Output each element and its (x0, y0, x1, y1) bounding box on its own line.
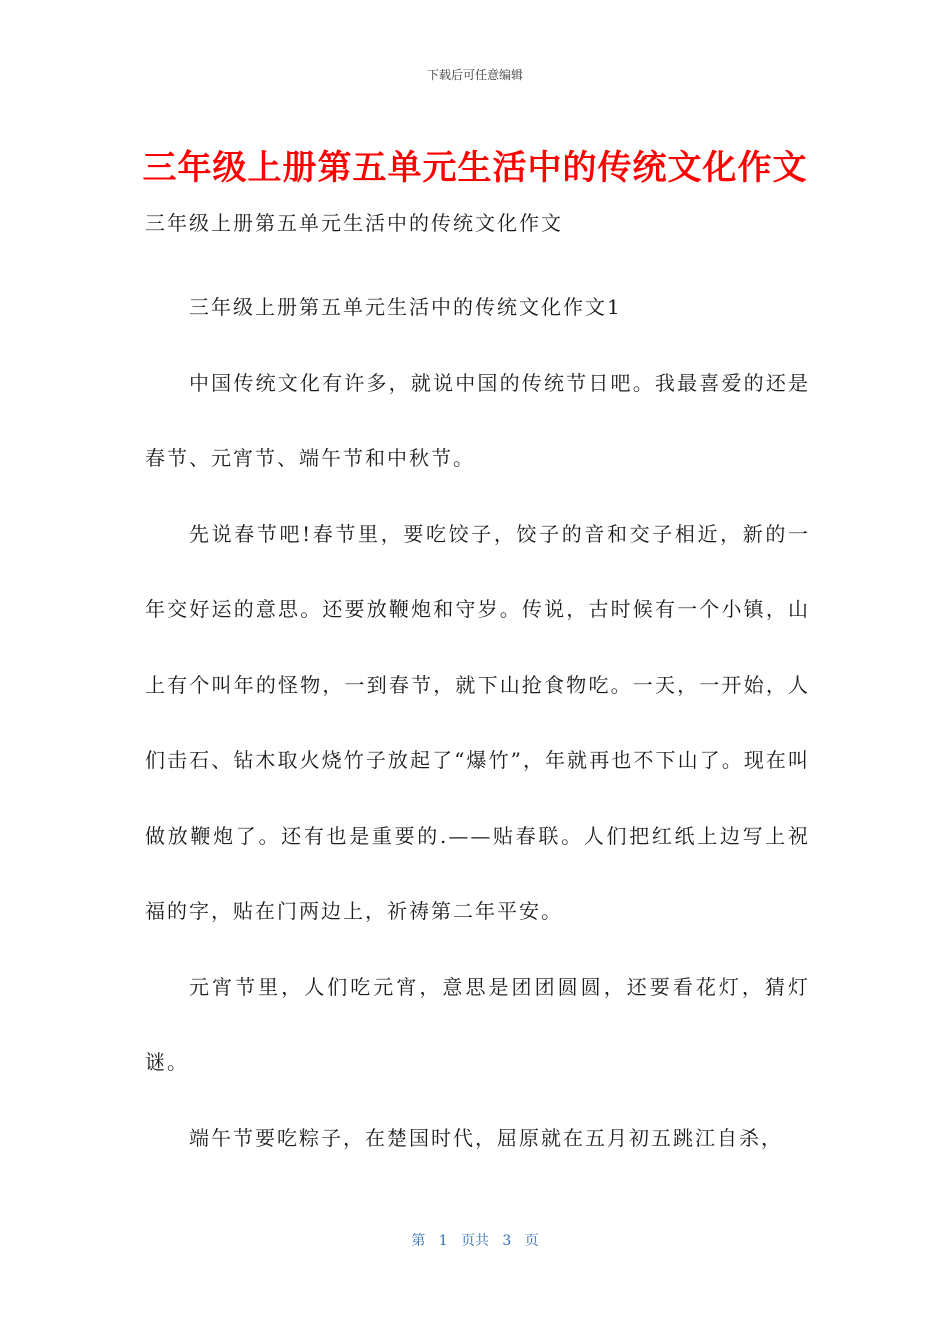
paragraph: 元宵节里，人们吃元宵，意思是团团圆圆，还要看花灯，猜灯谜。 (145, 974, 810, 1074)
footer-page-number: 1 (438, 1233, 448, 1249)
paragraph: 先说春节吧!春节里，要吃饺子，饺子的音和交子相近，新的一年交好运的意思。还要放鞭炮和守岁。传说，古时候有一个小镇，山上有个叫年的怪物，一到春节，就下山抢食物吃。一天，一开始，人们击石、钻木取火烧竹子放起了“爆竹”，年就再也不下山了。现在叫做放鞭炮了。还有也是重要的.——贴春联。人们把红纸上边写上祝福的字，贴在门两边上，祈祷第二年平安。 (145, 521, 810, 923)
footer-page-label: 第 (411, 1233, 426, 1249)
paragraph: 中国传统文化有许多，就说中国的传统节日吧。我最喜爱的还是春节、元宵节、端午节和中秋节。 (145, 370, 810, 470)
document-title: 三年级上册第五单元生活中的传统文化作文 (142, 148, 808, 188)
page-footer (0, 1230, 950, 1250)
essay-heading: 三年级上册第五单元生活中的传统文化作文1 (189, 295, 622, 319)
header-note: 下载后可任意编辑 (426, 68, 523, 82)
footer-total-unit: 页 (524, 1233, 539, 1249)
document-body (145, 270, 810, 1176)
document-subtitle: 三年级上册第五单元生活中的传统文化作文 (145, 211, 563, 235)
paragraph: 端午节要吃粽子，在楚国时代，屈原就在五月初五跳江自杀， (189, 1125, 783, 1150)
footer-total-pages: 3 (502, 1233, 512, 1249)
footer-page-unit: 页共 (461, 1233, 489, 1249)
